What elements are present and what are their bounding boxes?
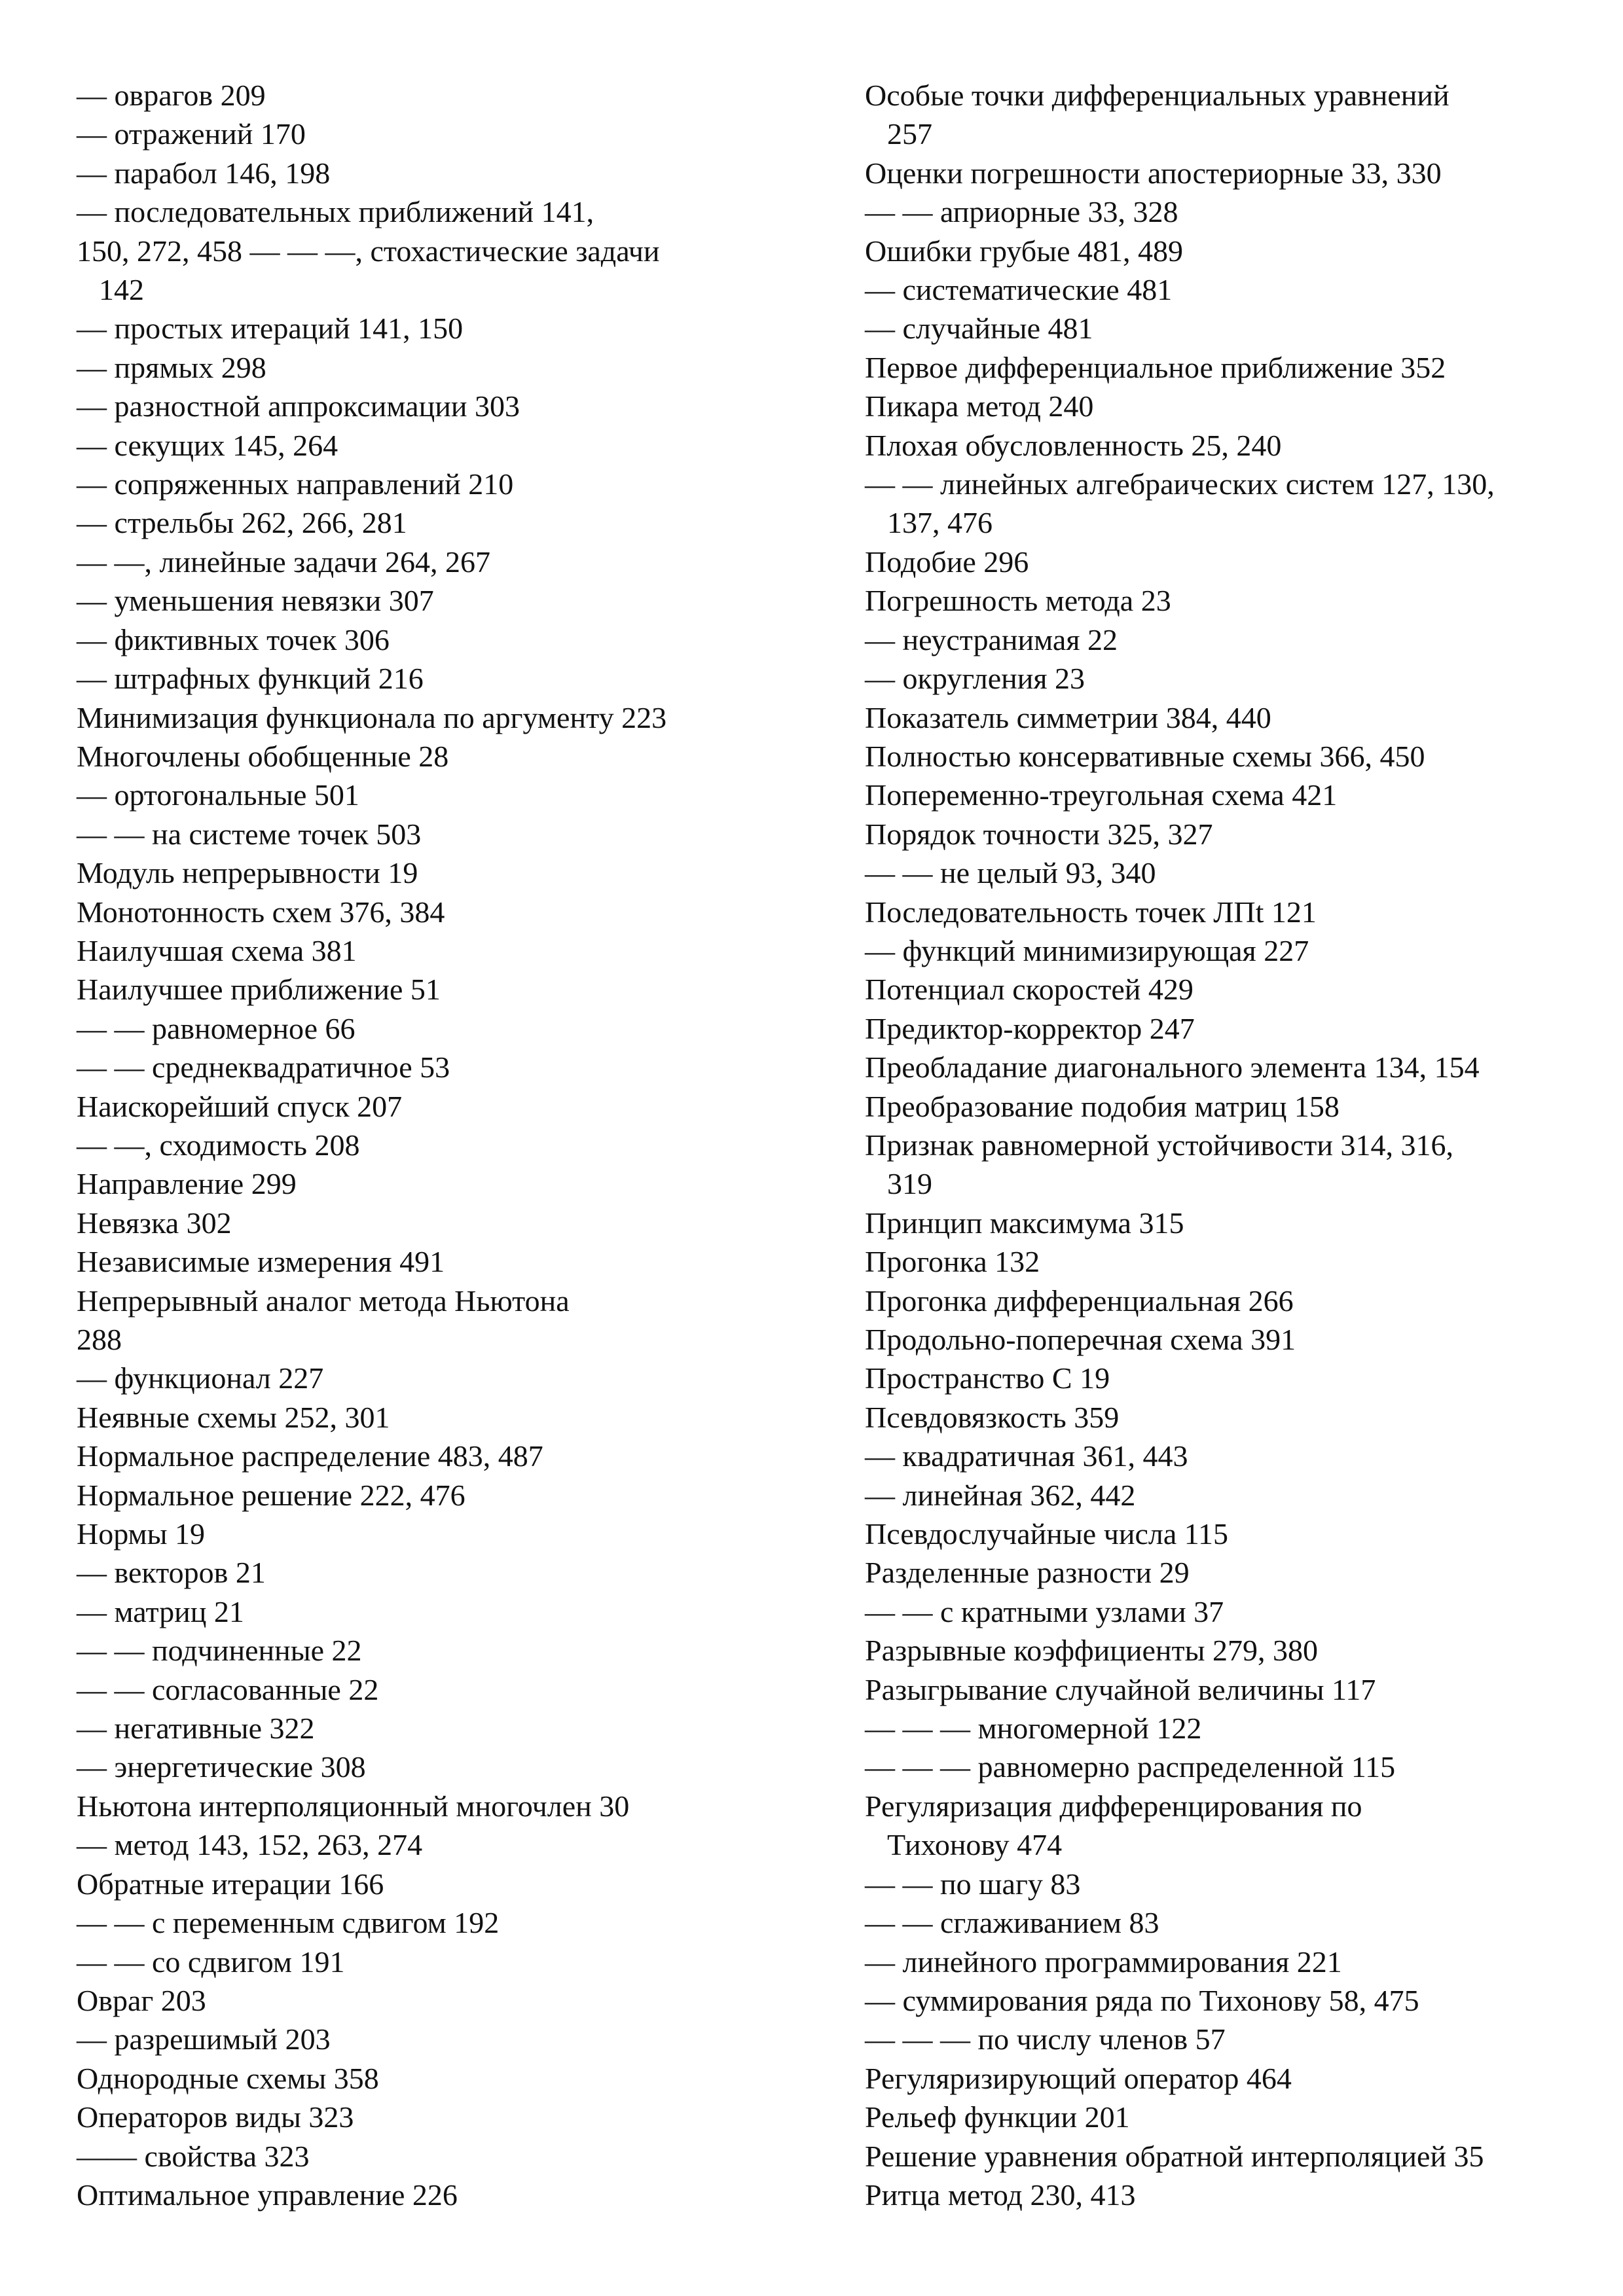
index-entry: Нормальное решение 222, 476 [77, 1478, 465, 1512]
index-entry: Показатель симметрии 384, 440 [865, 700, 1271, 734]
index-entry: 142 [99, 273, 144, 307]
index-entry: Разыгрывание случайной величины 117 [865, 1672, 1376, 1706]
index-entry: 288 [77, 1323, 122, 1356]
index-entry: Решение уравнения обратной интерполяцией 35 [865, 2139, 1484, 2173]
index-entry: — секущих 145, 264 [77, 428, 338, 462]
index-entry: — линейная 362, 442 [865, 1478, 1136, 1512]
index-entry: Однородные схемы 358 [77, 2061, 379, 2095]
index-entry: Модуль непрерывности 19 [77, 856, 418, 890]
index-entry: Невязка 302 [77, 1206, 232, 1240]
index-entry: — векторов 21 [77, 1556, 266, 1590]
index-entry: — оврагов 209 [77, 79, 266, 112]
index-entry: Рельеф функции 201 [865, 2100, 1130, 2134]
index-entry: — матриц 21 [77, 1594, 244, 1628]
index-entry: — — с кратными узлами 37 [865, 1594, 1224, 1628]
index-entry: — разрешимый 203 [77, 2022, 331, 2056]
index-entry: — — линейных алгебраических систем 127, 130, [865, 467, 1495, 501]
index-entry: — —, сходимость 208 [77, 1128, 360, 1162]
index-entry: Преобладание диагонального элемента 134, 154 [865, 1050, 1480, 1085]
index-entry: Последовательность точек ЛПt 121 [865, 895, 1317, 929]
index-entry: — — на системе точек 503 [77, 817, 422, 851]
index-entry: — последовательных приближений 141, [77, 195, 594, 229]
index-entry: — случайные 481 [865, 312, 1093, 346]
index-entry: 150, 272, 458 — — —, стохастические задачи [77, 234, 660, 268]
index-entry: — квадратичная 361, 443 [865, 1439, 1188, 1473]
index-entry: Первое дифференциальное приближение 352 [865, 350, 1446, 384]
index-entry: — сопряженных направлений 210 [77, 467, 514, 501]
index-entry: Операторов виды 323 [77, 2100, 354, 2134]
index-entry: — — согласованные 22 [77, 1672, 379, 1706]
index-entry: Минимизация функционала по аргументу 223 [77, 700, 667, 734]
index-entry: Признак равномерной устойчивости 314, 316, [865, 1128, 1453, 1162]
index-entry: 137, 476 [887, 506, 993, 540]
index-entry: Ритца метод 230, 413 [865, 2178, 1136, 2212]
index-entry: — неустранимая 22 [865, 622, 1118, 656]
index-entry: Регуляризирующий оператор 464 [865, 2061, 1292, 2095]
index-entry: Ошибки грубые 481, 489 [865, 234, 1184, 268]
index-entry: — прямых 298 [77, 350, 266, 384]
index-entry: Псевдовязкость 359 [865, 1400, 1120, 1434]
index-entry: Особые точки дифференциальных уравнений [865, 79, 1450, 112]
index-entry: Прогонка дифференциальная 266 [865, 1283, 1294, 1318]
index-entry: — ортогональные 501 [77, 778, 359, 812]
index-entry: — — равномерное 66 [77, 1011, 356, 1045]
index-entry: — разностной аппроксимации 303 [77, 389, 520, 423]
index-entry: Псевдослучайные числа 115 [865, 1517, 1229, 1551]
index-entry: — — априорные 33, 328 [865, 195, 1178, 229]
index-entry: — функционал 227 [77, 1361, 324, 1395]
index-entry: — — не целый 93, 340 [865, 856, 1156, 890]
index-entry: Наискорейший спуск 207 [77, 1089, 403, 1123]
index-entry: Продольно-поперечная схема 391 [865, 1323, 1296, 1356]
index-entry: — — — многомерной 122 [865, 1712, 1202, 1746]
index-entry: Нормы 19 [77, 1517, 206, 1551]
index-entry: Полностью консервативные схемы 366, 450 [865, 739, 1425, 773]
index-entry: — негативные 322 [77, 1712, 315, 1746]
index-entry: Нормальное распределение 483, 487 [77, 1439, 543, 1473]
index-entry: — энергетические 308 [77, 1750, 366, 1784]
index-entry: — — подчиненные 22 [77, 1634, 362, 1668]
index-entry: Обратные итерации 166 [77, 1867, 384, 1901]
index-column-left [77, 76, 820, 2214]
index-entry: — отражений 170 [77, 117, 306, 151]
index-entry: Ньютона интерполяционный многочлен 30 [77, 1789, 630, 1823]
index-entry: Преобразование подобия матриц 158 [865, 1089, 1340, 1123]
index-entry: — стрельбы 262, 266, 281 [77, 506, 407, 540]
index-entry: Многочлены обобщенные 28 [77, 739, 449, 773]
index-entry: — парабол 146, 198 [77, 156, 331, 190]
index-entry: Подобие 296 [865, 545, 1029, 579]
index-entry: Разрывные коэффициенты 279, 380 [865, 1634, 1319, 1668]
index-entry: — функций минимизирующая 227 [865, 933, 1309, 967]
index-entry: — — среднеквадратичное 53 [77, 1050, 450, 1085]
index-entry: Порядок точности 325, 327 [865, 817, 1213, 851]
index-entry: — уменьшения невязки 307 [77, 584, 434, 618]
index-entry: — метод 143, 152, 263, 274 [77, 1828, 423, 1862]
index-entry: — — со сдвигом 191 [77, 1945, 345, 1979]
index-entry: — — с переменным сдвигом 192 [77, 1906, 500, 1940]
index-entry: — —, линейные задачи 264, 267 [77, 545, 490, 579]
index-entry: 257 [887, 117, 932, 151]
index-entry: Направление 299 [77, 1167, 297, 1201]
index-entry: Наилучшее приближение 51 [77, 973, 441, 1007]
index-entry: Независимые измерения 491 [77, 1245, 445, 1279]
index-entry: —— свойства 323 [77, 2139, 310, 2173]
index-entry: Попеременно-треугольная схема 421 [865, 778, 1338, 812]
index-entry: — — по шагу 83 [865, 1867, 1081, 1901]
index-entry: Регуляризация дифференцирования по [865, 1789, 1362, 1823]
index-entry: Непрерывный аналог метода Ньютона [77, 1283, 570, 1318]
index-entry: — фиктивных точек 306 [77, 622, 390, 656]
index-entry: Пикара метод 240 [865, 389, 1094, 423]
index-entry: Наилучшая схема 381 [77, 933, 357, 967]
index-entry: — — — по числу членов 57 [865, 2022, 1226, 2056]
index-entry: Монотонность схем 376, 384 [77, 895, 445, 929]
index-column-right [865, 76, 1598, 2214]
index-entry: Прогонка 132 [865, 1245, 1040, 1279]
index-entry: Принцип максимума 315 [865, 1206, 1184, 1240]
index-entry: — штрафных функций 216 [77, 662, 424, 696]
index-entry: — округления 23 [865, 662, 1085, 696]
index-entry: — линейного программирования 221 [865, 1945, 1342, 1979]
index-entry: — систематические 481 [865, 273, 1173, 307]
index-entry: Предиктор-корректор 247 [865, 1011, 1195, 1045]
index-entry: — суммирования ряда по Тихонову 58, 475 [865, 1983, 1419, 2017]
index-entry: Тихонову 474 [887, 1828, 1063, 1862]
index-entry: Оптимальное управление 226 [77, 2178, 458, 2212]
index-entry: Погрешность метода 23 [865, 584, 1171, 618]
index-entry: Пространство С 19 [865, 1361, 1110, 1395]
index-entry: Овраг 203 [77, 1983, 206, 2017]
index-entry: Неявные схемы 252, 301 [77, 1400, 390, 1434]
index-entry: Потенциал скоростей 429 [865, 973, 1194, 1007]
index-entry: — — — равномерно распределенной 115 [865, 1750, 1396, 1784]
index-entry: — — сглаживанием 83 [865, 1906, 1159, 1940]
index-entry: Оценки погрешности апостериорные 33, 330 [865, 156, 1442, 190]
index-entry: 319 [887, 1167, 932, 1201]
index-entry: Плохая обусловленность 25, 240 [865, 428, 1282, 462]
index-entry: — простых итераций 141, 150 [77, 312, 464, 346]
index-entry: Разделенные разности 29 [865, 1556, 1190, 1590]
